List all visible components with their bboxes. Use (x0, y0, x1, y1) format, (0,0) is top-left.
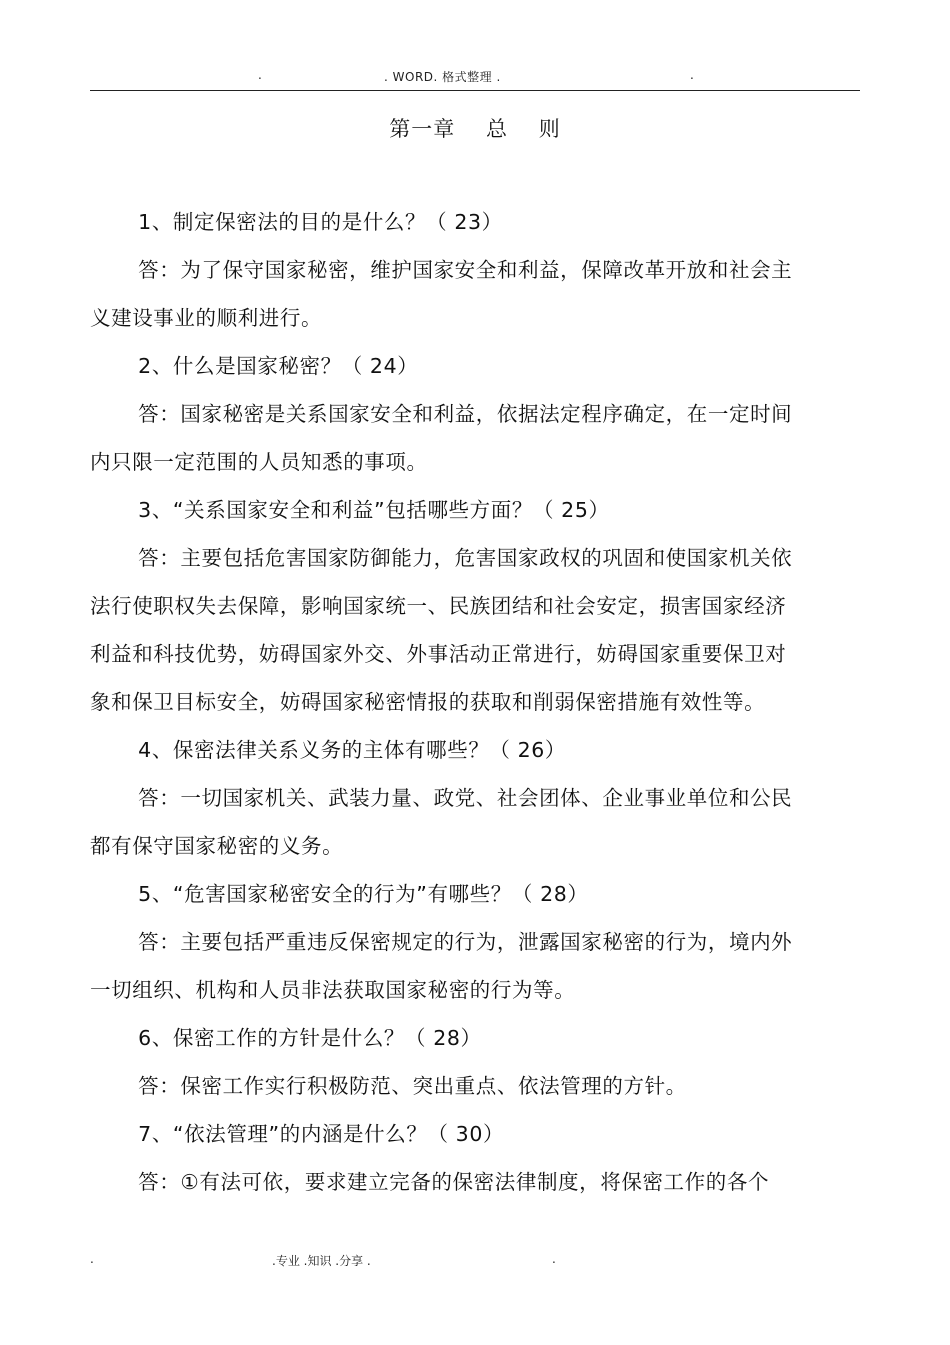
answer-4: 答：一切国家机关、武装力量、政党、社会团体、企业事业单位和公民都有保守国家秘密的义务。 (90, 786, 793, 858)
question-7: 7、“依法管理”的内涵是什么？（ 30） (138, 1122, 505, 1146)
question-3: 3、“关系国家安全和利益”包括哪些方面？（ 25） (138, 498, 610, 522)
header-left-mark: . (258, 68, 262, 82)
header-divider (90, 90, 860, 91)
answer-5: 答：主要包括严重违反保密规定的行为，泄露国家秘密的行为，境内外一切组织、机构和人员非法获取国家秘密的行为等。 (90, 930, 793, 1002)
question-4: 4、保密法律关系义务的主体有哪些？（ 26） (138, 738, 567, 762)
question-1: 1、制定保密法的目的是什么？（ 23） (138, 210, 503, 234)
page-header (0, 68, 950, 88)
footer-right-mark: . (552, 1252, 556, 1266)
question-2: 2、什么是国家秘密？（ 24） (138, 354, 419, 378)
answer-2: 答：国家秘密是关系国家安全和利益，依据法定程序确定，在一定时间内只限一定范围的人员知悉的事项。 (90, 402, 793, 474)
chapter-title: 第一章 总 则 (389, 117, 561, 141)
question-6: 6、保密工作的方针是什么？（ 28） (138, 1026, 482, 1050)
footer-left-mark: . (90, 1252, 94, 1266)
answer-3: 答：主要包括危害国家防御能力，危害国家政权的巩固和使国家机关依法行使职权失去保障，影响国家统一、民族团结和社会安定，损害国家经济利益和科技优势，妨碍国家外交、外事活动正常进行，妨碍国家重要保卫对象和保卫目标安全，妨碍国家秘密情报的获取和削弱保密措施有效性等。 (90, 546, 793, 714)
page-footer (0, 1252, 950, 1272)
header-right-mark: . (690, 68, 694, 82)
question-5: 5、“危害国家秘密安全的行为”有哪些？（ 28） (138, 882, 589, 906)
answer-7: 答：①有法可依，要求建立完备的保密法律制度，将保密工作的各个 (138, 1170, 770, 1194)
header-text: . WORD. 格式整理 . (384, 70, 501, 84)
answer-6: 答：保密工作实行积极防范、突出重点、依法管理的方针。 (138, 1074, 687, 1098)
document-body (90, 198, 796, 1206)
footer-text: .专业 .知识 .分享 . (272, 1254, 371, 1268)
answer-1: 答：为了保守国家秘密，维护国家安全和利益，保障改革开放和社会主义建设事业的顺利进行。 (90, 258, 793, 330)
